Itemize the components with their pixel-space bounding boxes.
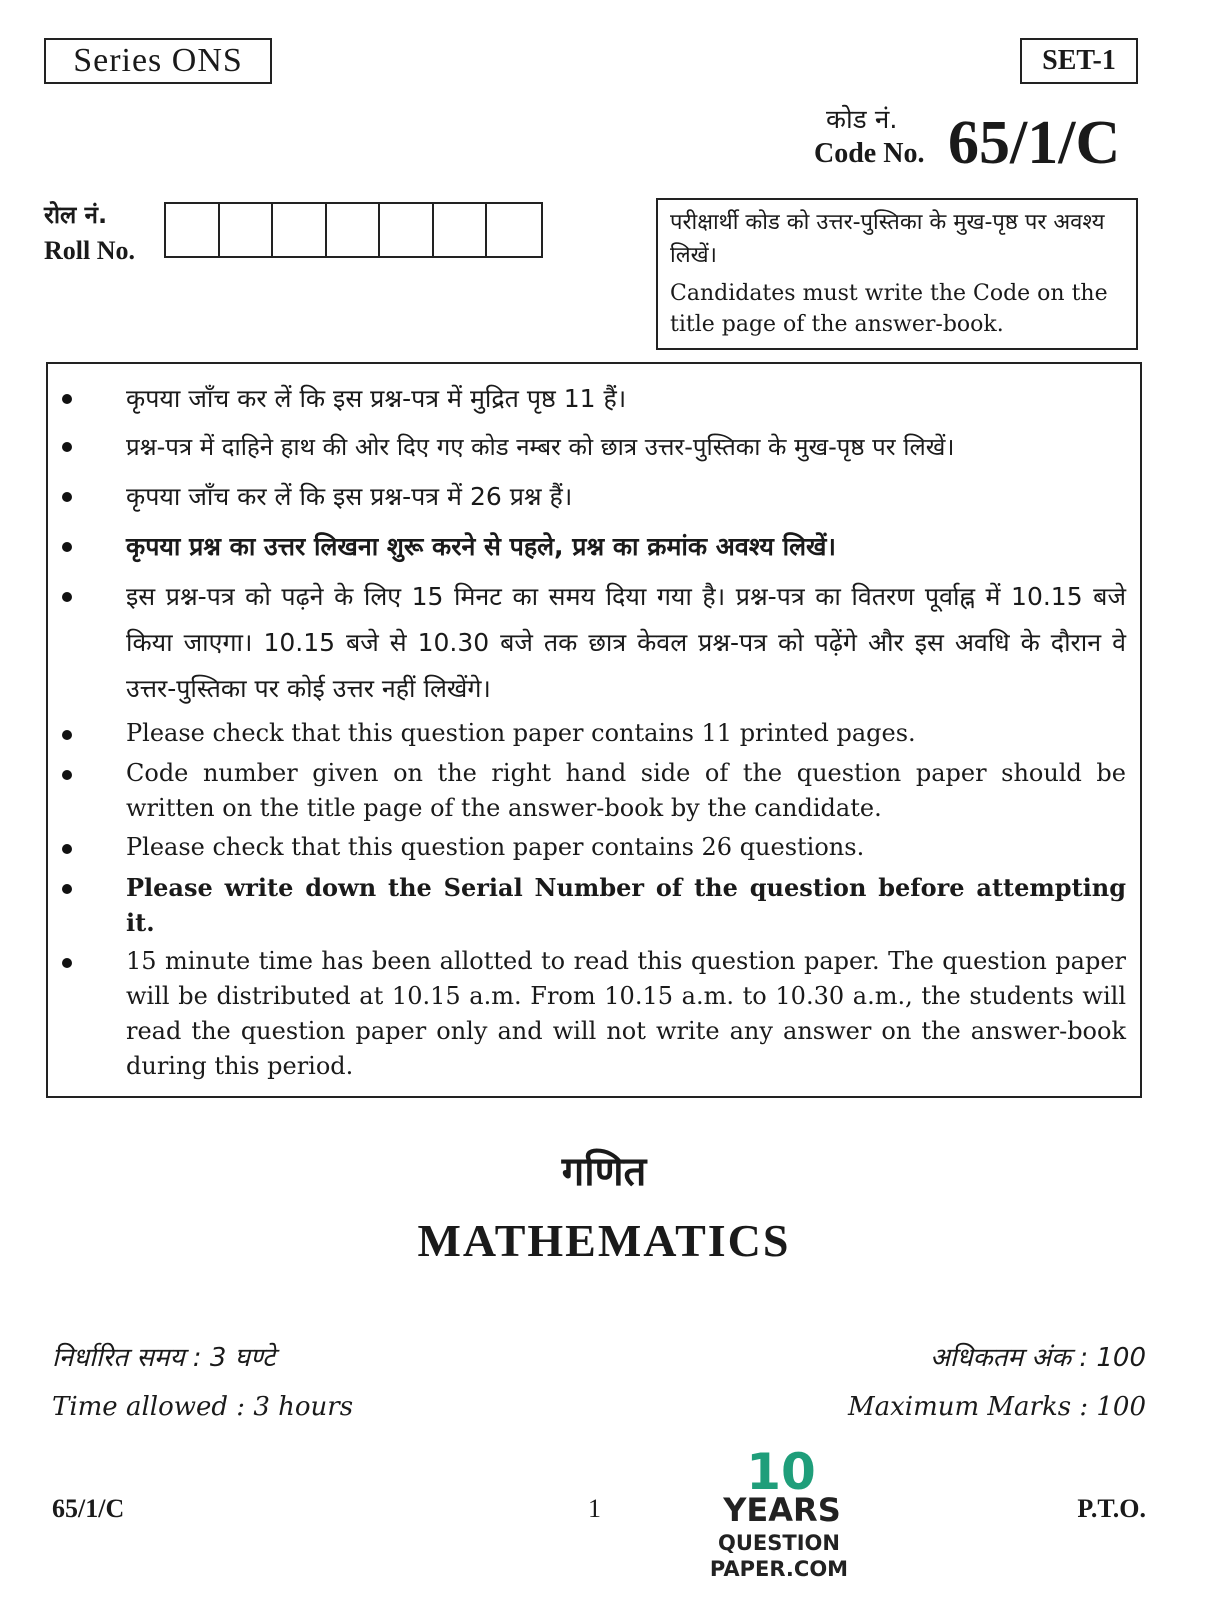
instruction-text: कृपया जाँच कर लें कि इस प्रश्न-पत्र में मुद्रित पृष्ठ 11 हैं। (126, 384, 627, 413)
bullet-icon (62, 442, 72, 452)
series-label: Series ONS (44, 38, 272, 84)
roll-number-boxes (164, 202, 543, 258)
instruction-text: Please check that this question paper contains 11 printed pages. (126, 719, 916, 747)
subject-title-hindi: गणित (561, 1149, 647, 1195)
candidate-note-hindi: परीक्षार्थी कोड को उत्तर-पुस्तिका के मुख-पृष्ठ पर अवश्य लिखें। (670, 210, 1105, 268)
bullet-icon (62, 542, 72, 552)
instruction-text: 15 minute time has been allotted to read this question paper. The question paper will be distributed at 10.15 a.m. From 10.15 a.m. to 10.30 a.m., the students will read the question paper only and will not write any answer on the answer-book during this period. (126, 947, 1126, 1080)
instruction-text: कृपया प्रश्न का उत्तर लिखना शुरू करने से पहले, प्रश्न का क्रमांक अवश्य लिखें। (126, 532, 836, 561)
candidate-note: Candidates must write the Code on the title page of the answer-book. (670, 281, 1108, 337)
bullet-icon (62, 394, 72, 404)
bullet-icon (62, 844, 72, 854)
candidate-note-box (656, 198, 1138, 350)
instruction-text: Please write down the Serial Number of the question before attempting it. (126, 873, 1126, 937)
watermark-word: YEARS (723, 1491, 841, 1529)
roll-digit-box (220, 204, 274, 256)
bullet-icon (62, 592, 72, 602)
bullet-icon (62, 770, 72, 780)
code-label: Code No. (814, 138, 925, 169)
maximum-marks: Maximum Marks : 100 (848, 1392, 1146, 1422)
roll-digit-box (327, 204, 381, 256)
set-label: SET-1 (1020, 38, 1138, 84)
time-allowed: Time allowed : 3 hours (52, 1392, 354, 1422)
bullet-icon (62, 492, 72, 502)
instruction-text: प्रश्न-पत्र में दाहिने हाथ की ओर दिए गए कोड नम्बर को छात्र उत्तर-पुस्तिका के मुख-पृष्ठ पर लिखें। (126, 433, 955, 461)
page-number: 1 (588, 1494, 601, 1523)
roll-digit-box (434, 204, 488, 256)
instruction-text: Please check that this question paper contains 26 questions. (126, 833, 865, 861)
bullet-icon (62, 958, 72, 968)
roll-label-hindi: रोल नं. (44, 201, 108, 229)
roll-label: Roll No. (44, 236, 135, 265)
bullet-icon (62, 730, 72, 740)
instructions-box (46, 362, 1142, 1098)
time-allowed-hindi: निर्धारित समय : 3 घण्टे (52, 1343, 276, 1373)
subject-title: MATHEMATICS (417, 1215, 791, 1266)
roll-digit-box (487, 204, 541, 256)
instruction-text: इस प्रश्न-पत्र को पढ़ने के लिए 15 मिनट का समय दिया गया है। प्रश्न-पत्र का वितरण पूर्वाह्न में 10.15 बजे किया जाएगा। 10.15 बजे से 10.30 बजे तक छात्र केवल प्रश्न-पत्र को पढ़ेंगे और इस अवधि के दौरान वे उत्तर-पुस्तिका पर कोई उत्तर नहीं लिखेंगे। (126, 582, 1126, 703)
roll-digit-box (273, 204, 327, 256)
code-label-hindi: कोड नं. (826, 105, 898, 135)
roll-digit-box (166, 204, 220, 256)
instruction-text: कृपया जाँच कर लें कि इस प्रश्न-पत्र में 26 प्रश्न हैं। (126, 482, 573, 511)
pto-label: P.T.O. (1077, 1494, 1146, 1523)
roll-digit-box (380, 204, 434, 256)
watermark-number: 10 (746, 1443, 816, 1501)
maximum-marks-hindi: अधिकतम अंक : 100 (930, 1343, 1146, 1373)
watermark-site: QUESTION PAPER.COM (709, 1531, 849, 1581)
footer-code: 65/1/C (52, 1494, 125, 1523)
code-number: 65/1/C (948, 109, 1121, 177)
instruction-text: Code number given on the right hand side of the question paper should be written on the title page of the answer-book by the candidate. (126, 759, 1126, 822)
bullet-icon (62, 884, 72, 894)
